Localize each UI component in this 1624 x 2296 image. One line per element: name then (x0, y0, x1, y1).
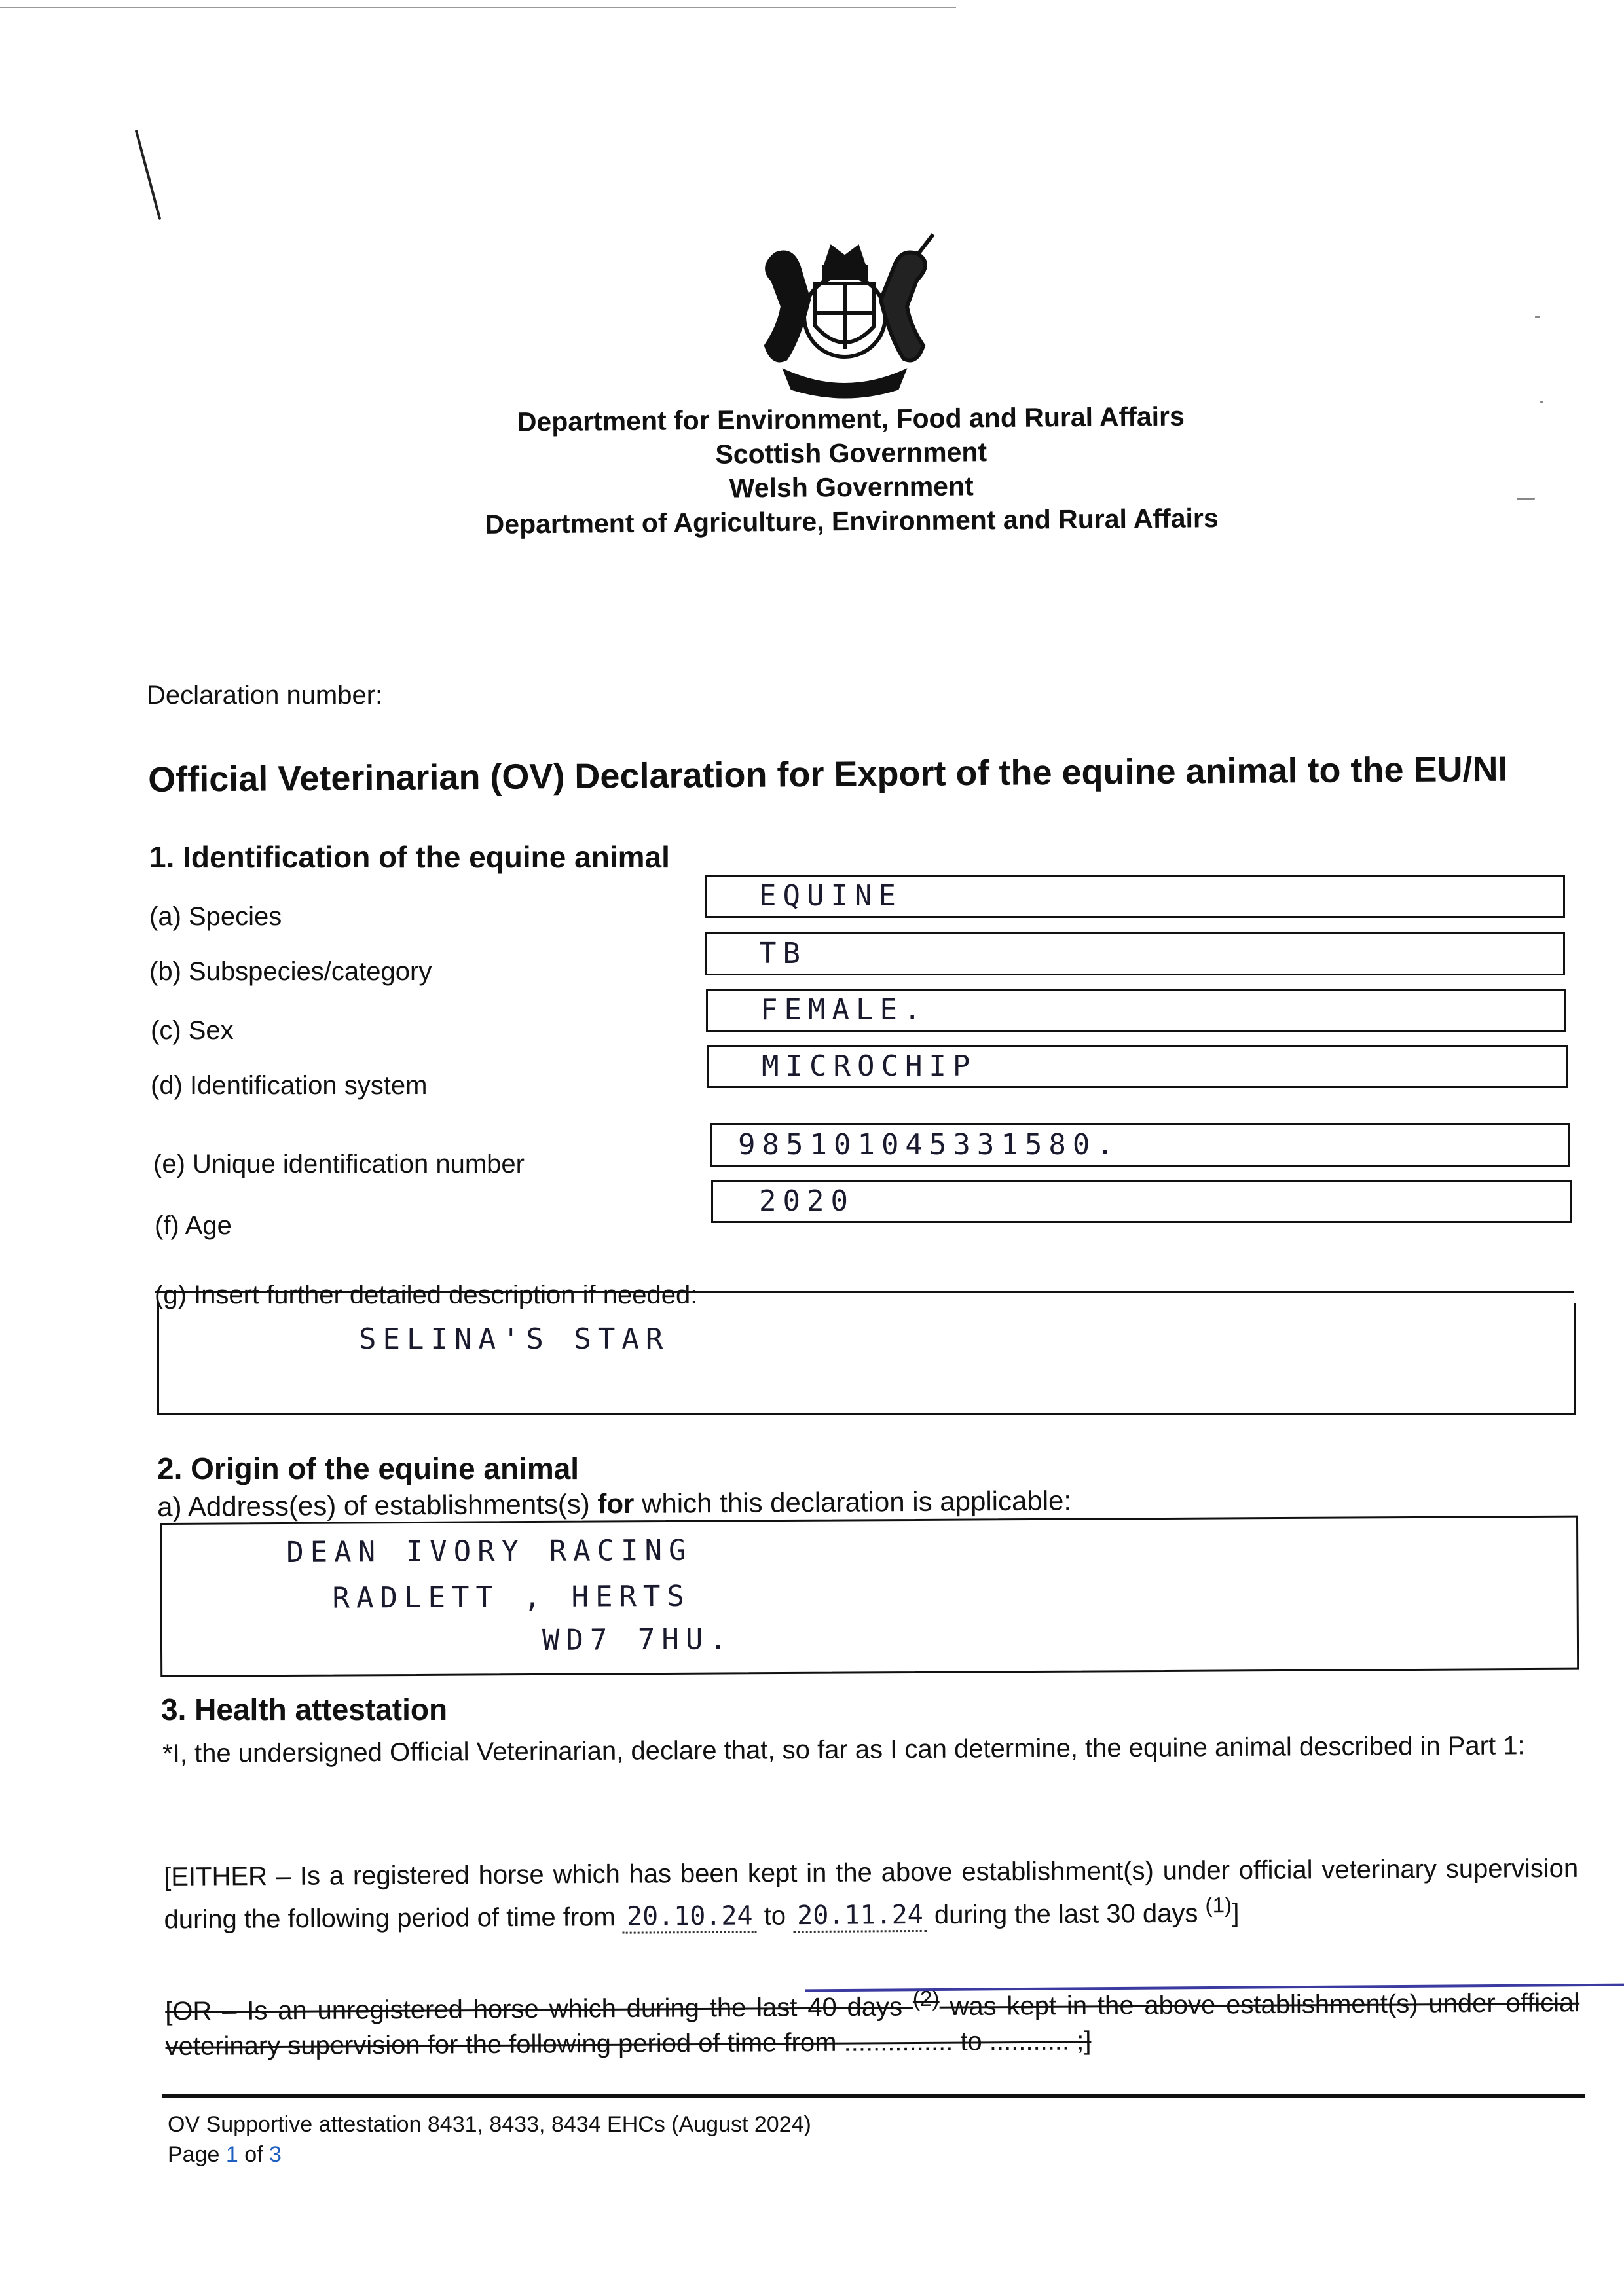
footnote-marker: (1) (1205, 1893, 1232, 1918)
document-title: Official Veterinarian (OV) Declaration for Export of the equine animal to the EU/NI (148, 749, 1508, 799)
identification-system-value: MICROCHIP (762, 1049, 977, 1083)
age-field[interactable] (711, 1180, 1572, 1223)
page-indicator (168, 2140, 811, 2170)
header-defra: Department for Environment, Food and Rural Affairs (517, 401, 1185, 437)
page-total: 3 (269, 2142, 282, 2167)
period-from-value[interactable]: 20.10.24 (623, 1901, 757, 1934)
page-mid: of (238, 2142, 270, 2167)
footer-divider (162, 2094, 1585, 2098)
sex-value: FEMALE. (760, 993, 928, 1027)
period-to-value[interactable]: 20.11.24 (793, 1900, 927, 1933)
either-text: [EITHER – Is a registered horse which has been kept in the above establishment(s) under official veterinary supervision during the following period of time from (164, 1853, 1579, 1935)
scan-speck (1540, 401, 1543, 403)
footer (168, 2109, 811, 2170)
subspecies-value: TB (759, 937, 807, 970)
species-value: EQUINE (759, 879, 902, 913)
header-welsh-government: Welsh Government (729, 471, 974, 503)
or-text: [OR – Is an unregistered horse which during the last 40 days (165, 1992, 913, 2026)
declaration-number-label: Declaration number: (147, 681, 383, 710)
address-label-bold: for (597, 1487, 635, 1520)
footnote-marker: (2) (912, 1986, 940, 2012)
section-2-heading: 2. Origin of the equine animal (157, 1451, 580, 1485)
footer-attestation: OV Supportive attestation 8431, 8433, 8434 EHCs (August 2024) (168, 2112, 811, 2137)
species-field[interactable] (705, 875, 1565, 918)
unique-id-label: (e) Unique identification number (153, 1150, 525, 1178)
further-description-value: SELINA'S STAR (359, 1322, 670, 1356)
header-daera: Department of Agriculture, Environment and Rural Affairs (485, 503, 1219, 539)
address-line-1: DEAN IVORY RACING (286, 1533, 693, 1569)
either-text: during the last 30 days (927, 1899, 1206, 1930)
address-label-prefix: a) Address(es) of establishments(s) (157, 1488, 598, 1522)
divider (155, 1291, 1574, 1293)
sex-field[interactable] (706, 989, 1566, 1032)
address-line-3: WD7 7HU. (542, 1622, 733, 1657)
page-prefix: Page (168, 2142, 226, 2167)
either-text: to (756, 1901, 794, 1931)
further-description-field[interactable] (157, 1303, 1576, 1415)
unique-id-value: 985101045331580. (738, 1128, 1120, 1161)
further-description-label: (g) Insert further detailed description if needed: (155, 1281, 698, 1309)
address-label (157, 1485, 1071, 1523)
page-current: 1 (225, 2142, 238, 2167)
attestation-intro: *I, the undersigned Official Veterinarian, declare that, so far as I can determine, the equine animal described in Part 1: (162, 1731, 1525, 1768)
or-text: was kept in the above establishment(s) under official veterinary supervision for the following period of time from ............... to ........... ;] (165, 1988, 1580, 2062)
government-headers (418, 398, 1284, 542)
species-label: (a) Species (149, 902, 282, 931)
section-1-heading: 1. Identification of the equine animal (149, 840, 670, 874)
royal-coat-of-arms-logo (747, 228, 943, 399)
identification-system-label: (d) Identification system (151, 1071, 428, 1100)
scan-speck (1535, 316, 1540, 318)
address-field[interactable] (160, 1516, 1579, 1677)
section-3-heading: 3. Health attestation (161, 1692, 448, 1726)
subspecies-field[interactable] (705, 932, 1565, 975)
age-label: (f) Age (155, 1211, 232, 1240)
identification-system-field[interactable] (707, 1045, 1568, 1088)
header-scottish-government: Scottish Government (715, 437, 987, 469)
age-value: 2020 (759, 1184, 855, 1218)
scan-top-edge (0, 7, 956, 8)
unique-id-field[interactable] (710, 1123, 1570, 1167)
address-line-2: RADLETT , HERTS (332, 1579, 692, 1615)
subspecies-label: (b) Subspecies/category (149, 957, 432, 986)
either-text: ] (1232, 1899, 1240, 1928)
scan-speck (1517, 498, 1535, 500)
either-clause (164, 1851, 1579, 1938)
address-label-suffix: which this declaration is applicable: (634, 1485, 1072, 1519)
sex-label: (c) Sex (151, 1016, 234, 1045)
pen-mark (135, 130, 162, 220)
